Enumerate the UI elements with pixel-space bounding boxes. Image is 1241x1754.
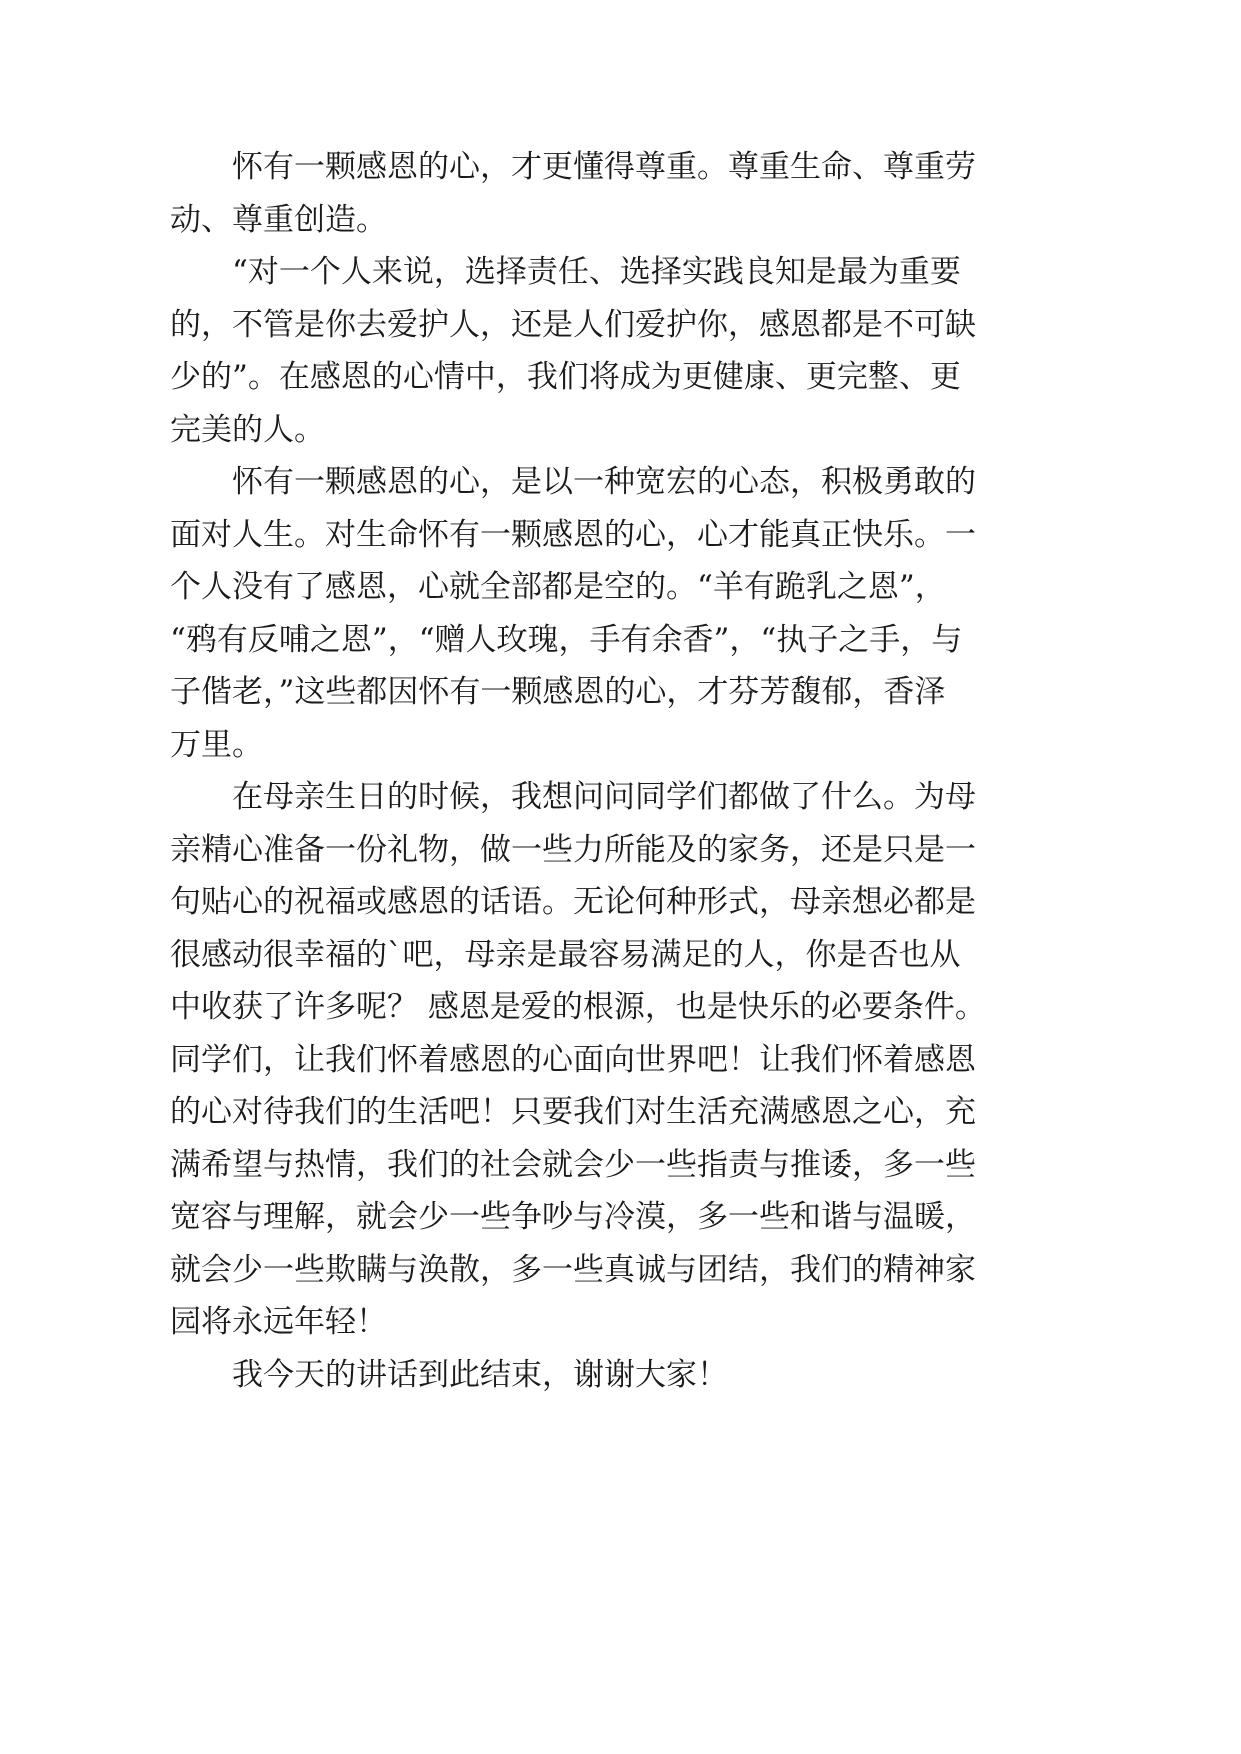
text-line: 个人没有了感恩，心就全部都是空的。“羊有跪乳之恩”， [170, 569, 946, 605]
text-line: 同学们，让我们怀着感恩的心面向世界吧！让我们怀着感恩 [170, 1042, 976, 1078]
text-line: 面对人生。对生命怀有一颗感恩的心，心才能真正快乐。一 [170, 517, 976, 553]
text-line: 万里。 [170, 727, 263, 763]
text-line: “鸦有反哺之恩”，“赠人玫瑰，手有余香”，“执子之手，与 [170, 622, 963, 658]
text-line: 我今天的讲话到此结束，谢谢大家！ [232, 1357, 728, 1393]
text-line: 动、尊重创造。 [170, 202, 387, 238]
text-line: 在母亲生日的时候，我想问问同学们都做了什么。为母 [232, 779, 976, 815]
text-line: 句贴心的祝福或感恩的话语。无论何种形式，母亲想必都是 [170, 884, 976, 920]
text-line: 满希望与热情，我们的社会就会少一些指责与推诿，多一些 [170, 1147, 976, 1183]
text-line: “对一个人来说，选择责任、选择实践良知是最为重要 [232, 254, 961, 290]
text-line: 子偕老，”这些都因怀有一颗感恩的心，才芬芳馥郁，香泽 [170, 674, 946, 710]
text-line: 亲精心准备一份礼物，做一些力所能及的家务，还是只是一 [170, 832, 976, 868]
text-line: 就会少一些欺瞒与涣散，多一些真诚与团结，我们的精神家 [170, 1252, 976, 1288]
text-line: 宽容与理解，就会少一些争吵与冷漠，多一些和谐与温暖， [170, 1199, 976, 1235]
text-line: 怀有一颗感恩的心，是以一种宽宏的心态，积极勇敢的 [232, 464, 976, 500]
text-line: 怀有一颗感恩的心，才更懂得尊重。尊重生命、尊重劳 [232, 149, 976, 185]
text-line: 完美的人。 [170, 412, 325, 448]
text-line: 的，不管是你去爱护人，还是人们爱护你，感恩都是不可缺 [170, 307, 976, 343]
text-line: 少的”。在感恩的心情中，我们将成为更健康、更完整、更 [170, 359, 961, 395]
text-line: 园将永远年轻！ [170, 1304, 387, 1340]
text-line: 很感动很幸福的`吧，母亲是最容易满足的人，你是否也从 [170, 937, 961, 973]
text-line: 的心对待我们的生活吧！只要我们对生活充满感恩之心，充 [170, 1094, 976, 1130]
text-line: 中收获了许多呢？ 感恩是爱的根源，也是快乐的必要条件。 [170, 989, 986, 1025]
